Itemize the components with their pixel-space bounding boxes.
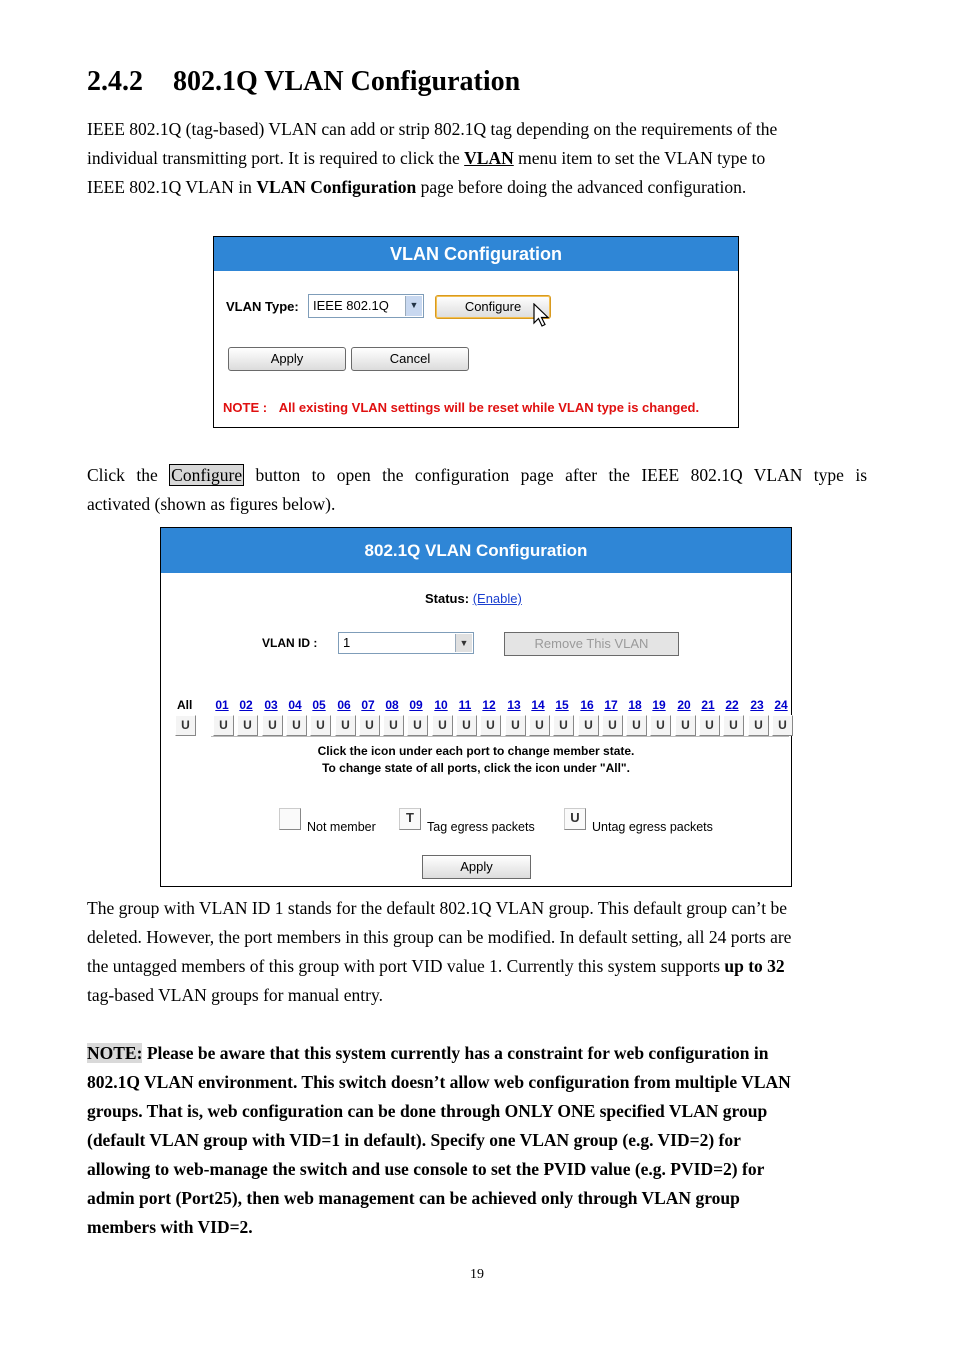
port-number-link[interactable]: 23: [750, 698, 764, 712]
port-number-link[interactable]: 06: [337, 698, 351, 712]
apply-button[interactable]: Apply: [228, 347, 346, 371]
port-number-link[interactable]: 17: [604, 698, 618, 712]
port-number-link[interactable]: 10: [434, 698, 448, 712]
section-title: 802.1Q VLAN Configuration: [173, 66, 521, 97]
port-state-toggle[interactable]: U: [553, 715, 574, 736]
figure-title: VLAN Configuration: [214, 237, 738, 271]
configure-paragraph: Click the Configure button to open the configuration page after the IEEE 802.1Q VLAN type is activated (shown as figures below).: [87, 465, 867, 514]
port-state-toggle[interactable]: U: [529, 715, 550, 736]
port-state-toggle[interactable]: U: [213, 715, 234, 736]
note-label: NOTE :: [223, 400, 268, 415]
legend-not-member: Not member: [307, 820, 376, 834]
vlan-type-note: [223, 400, 699, 415]
legend-tag-egress: Tag egress packets: [427, 820, 535, 834]
port-state-toggle[interactable]: U: [262, 715, 283, 736]
port-state-toggle[interactable]: U: [480, 715, 501, 736]
port-state-toggle[interactable]: U: [286, 715, 307, 736]
max-groups-ref: up to 32: [724, 956, 785, 976]
not-member-icon: [279, 808, 301, 830]
port-state-toggle[interactable]: U: [505, 715, 526, 736]
port-number-link[interactable]: 13: [507, 698, 521, 712]
chevron-down-icon[interactable]: ▼: [405, 296, 422, 316]
port-number-link[interactable]: 05: [312, 698, 326, 712]
port-number-link[interactable]: 02: [239, 698, 253, 712]
port-state-toggle[interactable]: U: [383, 715, 404, 736]
mouse-cursor-icon: [533, 303, 551, 329]
section-heading: [87, 66, 520, 98]
cancel-button[interactable]: Cancel: [351, 347, 469, 371]
port-number-link[interactable]: 20: [677, 698, 691, 712]
port-state-toggle[interactable]: U: [237, 715, 258, 736]
legend-untag-egress: Untag egress packets: [592, 820, 713, 834]
status-row: [425, 591, 522, 606]
status-enable-link[interactable]: (Enable): [472, 591, 522, 606]
port-number-link[interactable]: 15: [555, 698, 569, 712]
port-number-link[interactable]: 09: [409, 698, 423, 712]
port-number-link[interactable]: 24: [774, 698, 788, 712]
port-state-toggle[interactable]: U: [675, 715, 696, 736]
port-state-toggle[interactable]: U: [699, 715, 720, 736]
configure-ref: Configure: [171, 465, 243, 485]
port-number-link[interactable]: 08: [385, 698, 399, 712]
dot1q-vlan-configuration-figure: [160, 527, 792, 887]
configure-button[interactable]: Configure: [435, 295, 551, 319]
note-paragraph: NOTE: Please be aware that this system currently has a constraint for web configuration in 802.1Q VLAN environment. This switch doesn’t allow web configuration from multiple VLAN groups. That is, web configuration can be done through ONLY ONE specified VLAN group (default VLAN group with VID=1 in default). Specify one VLAN group (e.g. VID=2) for allowing to web-manage the switch and use console to set the PVID value (e.g. PVID=2) for admin port (Port25), then web management can be achieved only through VLAN group members with VID=2.: [87, 1043, 791, 1237]
hint-line-1: Click the icon under each port to change member state.: [317, 744, 635, 758]
port-hint: [161, 743, 791, 777]
all-state-toggle[interactable]: U: [175, 715, 196, 736]
remove-vlan-button[interactable]: Remove This VLAN: [504, 632, 679, 656]
note-text: All existing VLAN settings will be reset while VLAN type is changed.: [278, 400, 700, 415]
default-group-paragraph: The group with VLAN ID 1 stands for the default 802.1Q VLAN group. This default group can’t be deleted. However, the port members in this group can be modified. In default setting, all 24 ports are the untagged members of this group with port VID value 1. Currently this system supports up to 32 tag-based VLAN groups for manual entry.: [87, 898, 792, 1005]
port-number-link[interactable]: 22: [725, 698, 739, 712]
port-number-link[interactable]: 21: [701, 698, 715, 712]
note-label: NOTE:: [87, 1043, 143, 1063]
port-number-link[interactable]: 01: [215, 698, 229, 712]
port-state-toggle[interactable]: U: [578, 715, 599, 736]
section-number: 2.4.2: [87, 66, 143, 97]
port-number-link[interactable]: 14: [531, 698, 545, 712]
port-state-toggle[interactable]: U: [626, 715, 647, 736]
tag-egress-icon: T: [399, 808, 421, 830]
vlan-configuration-figure: [213, 236, 739, 428]
port-state-toggle[interactable]: U: [602, 715, 623, 736]
port-number-link[interactable]: 03: [264, 698, 278, 712]
port-state-toggle[interactable]: U: [748, 715, 769, 736]
vlan-config-ref: VLAN Configuration: [256, 177, 417, 197]
port-number-link[interactable]: 04: [288, 698, 302, 712]
port-number-link[interactable]: 12: [482, 698, 496, 712]
port-number-link[interactable]: 07: [361, 698, 375, 712]
port-number-link[interactable]: 16: [580, 698, 594, 712]
vlan-type-label: VLAN Type:: [226, 299, 299, 314]
port-state-toggle[interactable]: U: [772, 715, 793, 736]
all-label: All: [177, 698, 193, 712]
untag-egress-icon: U: [564, 808, 586, 830]
port-state-toggle[interactable]: U: [310, 715, 331, 736]
port-number-link[interactable]: 18: [628, 698, 642, 712]
vlan-menu-ref: VLAN: [464, 148, 514, 168]
port-state-toggle[interactable]: U: [650, 715, 671, 736]
port-state-toggle[interactable]: U: [723, 715, 744, 736]
port-state-toggle[interactable]: U: [432, 715, 453, 736]
port-row-divider: [211, 736, 789, 737]
port-state-toggle[interactable]: U: [407, 715, 428, 736]
port-state-toggle[interactable]: U: [359, 715, 380, 736]
vlan-type-select[interactable]: IEEE 802.1Q ▼: [308, 294, 424, 318]
port-state-toggle[interactable]: U: [335, 715, 356, 736]
port-membership-row: [161, 698, 791, 738]
port-number-link[interactable]: 19: [652, 698, 666, 712]
vlan-id-label: VLAN ID :: [262, 636, 318, 650]
port-state-toggle[interactable]: U: [456, 715, 477, 736]
apply-button[interactable]: Apply: [422, 855, 531, 879]
chevron-down-icon[interactable]: ▼: [455, 634, 472, 652]
hint-line-2: To change state of all ports, click the icon under "All".: [322, 761, 630, 775]
page-number: 19: [470, 1267, 484, 1282]
intro-paragraph: IEEE 802.1Q (tag-based) VLAN can add or strip 802.1Q tag depending on the requirements of the individual transmitting port. It is required to click the VLAN menu item to set the VLAN type to IEEE 802.1Q VLAN in VLAN Configuration page before doing the advanced configuration.: [87, 119, 778, 197]
figure-title: 802.1Q VLAN Configuration: [161, 528, 791, 573]
port-number-link[interactable]: 11: [458, 698, 472, 712]
status-label: Status:: [425, 591, 470, 606]
intro-line-1: IEEE 802.1Q (tag-based) VLAN can add or strip 802.1Q tag depending on the requirements of the: [87, 119, 778, 139]
vlan-id-select[interactable]: 1 ▼: [338, 632, 474, 654]
